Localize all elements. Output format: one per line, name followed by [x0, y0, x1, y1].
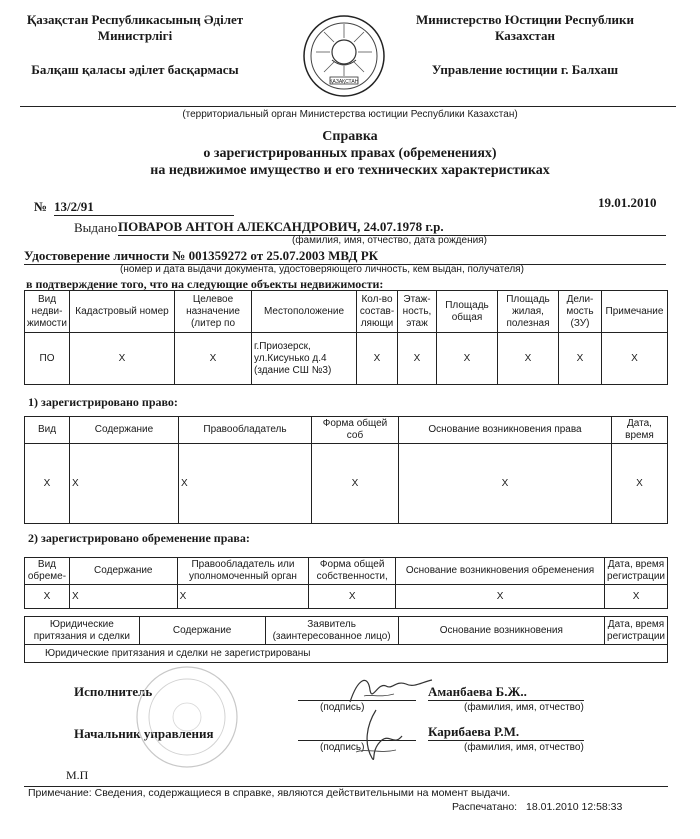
header-left-line2: Министрлігі: [97, 28, 173, 43]
executor-signature: [340, 668, 440, 708]
rights-title: 1) зарегистрировано право:: [28, 395, 178, 409]
rights-cell-holder: X: [179, 444, 312, 524]
rights-col-type: Вид: [25, 417, 70, 444]
footer-note: Примечание: Сведения, содержащиеся в справке, являются действительными на момент выдачи.: [28, 787, 511, 799]
claims-none: Юридические притязания и сделки не зарегистрированы: [25, 645, 668, 663]
cell-count: X: [357, 333, 398, 385]
header-right-line1: Министерство Юстиции Республики: [416, 12, 634, 27]
title-line3: на недвижимое имущество и его технических характеристиках: [150, 163, 550, 178]
claims-col-date: Дата, время регистрации: [605, 617, 668, 645]
stamp-place-label: М.П: [66, 768, 89, 782]
enc-cell-form: X: [309, 585, 396, 609]
table-row: [25, 585, 668, 609]
rights-col-holder: Правообладатель: [179, 417, 312, 444]
printed-label: Распечатано:: [452, 801, 518, 813]
table-row: [25, 333, 668, 385]
rights-col-basis: Основание возникновения права: [399, 417, 612, 444]
enc-cell-basis: X: [396, 585, 605, 609]
header-left-line1: Қазақстан Республикасының Әділет: [26, 12, 244, 27]
encumbrance-table: [24, 557, 668, 609]
col-location: Местоположение: [252, 291, 357, 333]
col-area-living: Площадь жилая, полезная: [498, 291, 559, 333]
rights-header-row: [25, 417, 668, 444]
col-cadastral: Кадастровый номер: [70, 291, 175, 333]
enc-col-content: Содержание: [69, 558, 177, 585]
cell-area-living: X: [498, 333, 559, 385]
rights-cell-basis: X: [399, 444, 612, 524]
printed-info: [452, 801, 622, 813]
rights-col-form: Форма общей соб: [312, 417, 399, 444]
title-line1: Справка: [322, 129, 378, 144]
seal-stamp: [132, 662, 242, 772]
cell-divisibility: X: [559, 333, 602, 385]
cell-cadastral: X: [70, 333, 175, 385]
printed-datetime: 18.01.2010 12:58:33: [526, 801, 623, 813]
rights-table: [24, 416, 668, 524]
claims-col-type: Юридические притязания и сделки: [25, 617, 140, 645]
col-type: Вид недви-жимости: [25, 291, 70, 333]
encumbrance-header-row: [25, 558, 668, 585]
cell-note: X: [602, 333, 668, 385]
issued-to: ПОВАРОВ АНТОН АЛЕКСАНДРОВИЧ, 24.07.1978 г.р.: [118, 219, 666, 236]
col-count: Кол-во состав-ляющи: [357, 291, 398, 333]
cell-floors: X: [398, 333, 437, 385]
enc-cell-date: X: [605, 585, 668, 609]
encumbrance-title: 2) зарегистрировано обременение права:: [28, 531, 250, 545]
enc-col-basis: Основание возникновения обременения: [396, 558, 605, 585]
executor-label: Исполнитель: [74, 684, 153, 699]
col-divisibility: Дели-мость (ЗУ): [559, 291, 602, 333]
col-purpose: Целевое назначение (литер по: [175, 291, 252, 333]
executor-name: Аманбаева Б.Ж..: [428, 684, 584, 701]
emblem-text: ҚАЗАҚСТАН: [329, 79, 359, 85]
header-left: [20, 12, 250, 44]
rights-cell-content: X: [70, 444, 179, 524]
enc-col-form: Форма общей собственности,: [309, 558, 396, 585]
id-document: Удостоверение личности № 001359272 от 25.07.2003 МВД РК: [24, 248, 666, 265]
enc-cell-holder: X: [177, 585, 309, 609]
col-area-total: Площадь общая: [437, 291, 498, 333]
claims-table: [24, 616, 668, 663]
claims-col-applicant: Заявитель (заинтересованное лицо): [265, 617, 398, 645]
table-row: [25, 444, 668, 524]
header-right-line2: Казахстан: [495, 28, 555, 43]
header-left-sub: Балқаш қаласы әділет басқармасы: [31, 62, 239, 77]
state-emblem: [302, 14, 386, 98]
emblem-icon: [302, 14, 386, 98]
header-right: [400, 12, 650, 44]
table-row: [25, 645, 668, 663]
col-floors: Этаж-ность, этаж: [398, 291, 437, 333]
issued-label: Выдано: [74, 220, 118, 235]
confirm-text: в подтверждение того, что на следующие объекты недвижимости:: [26, 277, 384, 291]
objects-header-row: [25, 291, 668, 333]
doc-date: 19.01.2010: [598, 195, 657, 210]
claims-header-row: [25, 617, 668, 645]
cell-location: г.Приозерск, ул.Кисунько д.4 (здание СШ №3): [252, 333, 357, 385]
enc-col-date: Дата, время регистрации: [605, 558, 668, 585]
claims-col-content: Содержание: [139, 617, 265, 645]
col-note: Примечание: [602, 291, 668, 333]
enc-col-type: Вид обреме-: [25, 558, 70, 585]
title-line2: о зарегистрированных правах (обременениях): [203, 146, 497, 161]
header-right-sub: Управление юстиции г. Балхаш: [431, 62, 619, 77]
enc-cell-content: X: [69, 585, 177, 609]
objects-table: [24, 290, 668, 385]
header-divider: [20, 106, 676, 107]
cell-type: ПО: [25, 333, 70, 385]
rights-col-content: Содержание: [70, 417, 179, 444]
rights-cell-type: X: [25, 444, 70, 524]
rights-col-date: Дата, время: [612, 417, 668, 444]
enc-col-holder: Правообладатель или уполномоченный орган: [177, 558, 309, 585]
head-sign-caption: (подпись): [320, 742, 365, 753]
cell-area-total: X: [437, 333, 498, 385]
rights-cell-date: X: [612, 444, 668, 524]
document-title: [0, 128, 700, 179]
issued-caption: (фамилия, имя, отчество, дата рождения): [292, 235, 487, 246]
id-caption: (номер и дата выдачи документа, удостоверяющего личность, кем выдан, получателя): [120, 264, 524, 275]
enc-cell-type: X: [25, 585, 70, 609]
rights-cell-form: X: [312, 444, 399, 524]
claims-col-basis: Основание возникновения: [398, 617, 604, 645]
head-name: Карибаева Р.М.: [428, 724, 584, 741]
head-label: Начальник управления: [74, 726, 214, 741]
head-name-caption: (фамилия, имя, отчество): [464, 742, 584, 753]
head-signature: [336, 706, 426, 766]
doc-number: 13/2/91: [54, 199, 234, 216]
cell-purpose: X: [175, 333, 252, 385]
territorial-caption: (территориальный орган Министерства юстиции Республики Казахстан): [182, 109, 518, 120]
doc-number-label: №: [34, 199, 48, 214]
executor-sign-caption: (подпись): [320, 702, 365, 713]
executor-name-caption: (фамилия, имя, отчество): [464, 702, 584, 713]
